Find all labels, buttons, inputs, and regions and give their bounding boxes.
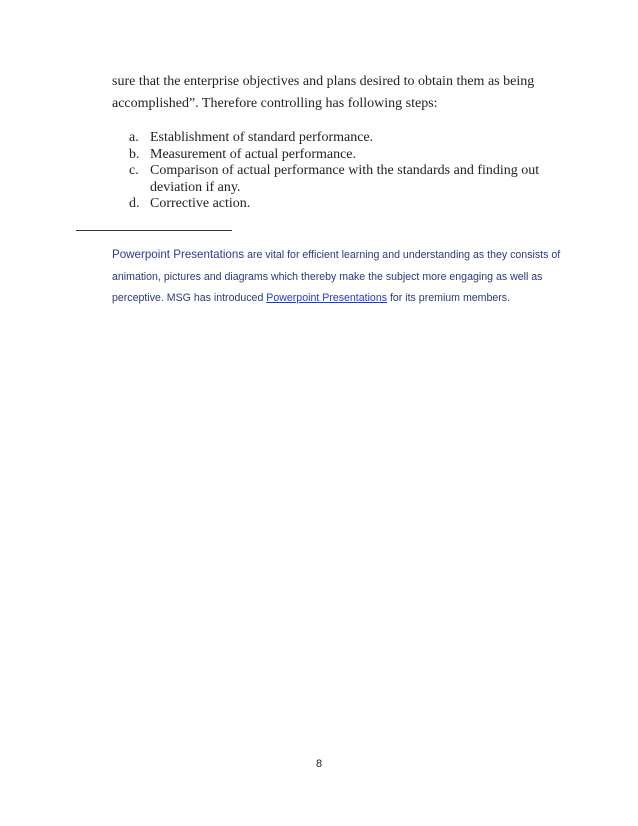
promo-text-end: for its premium members. bbox=[387, 292, 511, 304]
list-marker: d. bbox=[129, 196, 140, 211]
promo-lead: Powerpoint Presentations bbox=[112, 248, 245, 261]
list-item bbox=[112, 163, 572, 196]
page-number: 8 bbox=[315, 758, 323, 770]
body-text-line-1: sure that the enterprise objectives and plans desired to obtain them as being bbox=[112, 74, 535, 89]
promo-text: are vital for efficient learning and understanding as they consists of animation, pictures and diagrams which thereby make the subject more engaging as well as perceptive. MSG has introduced bbox=[112, 249, 561, 304]
list-item-text: Corrective action. bbox=[150, 196, 251, 211]
list-item-text: Comparison of actual performance with the standards and finding out deviation if any. bbox=[150, 163, 540, 195]
body-text-line-2: accomplished”. Therefore controlling has following steps: bbox=[112, 96, 438, 111]
promo-note bbox=[112, 244, 572, 310]
footnote-divider bbox=[76, 230, 232, 231]
list-item-text: Establishment of standard performance. bbox=[150, 130, 374, 145]
list-item-text: Measurement of actual performance. bbox=[150, 146, 357, 162]
list-item bbox=[112, 196, 572, 213]
list-marker: c. bbox=[129, 163, 139, 178]
list-marker: b. bbox=[129, 146, 140, 162]
list-item bbox=[112, 147, 572, 164]
list-item bbox=[112, 130, 572, 147]
powerpoint-presentations-link[interactable]: Powerpoint Presentations bbox=[266, 292, 388, 304]
list-marker: a. bbox=[129, 130, 139, 145]
controlling-steps-list bbox=[112, 130, 572, 213]
